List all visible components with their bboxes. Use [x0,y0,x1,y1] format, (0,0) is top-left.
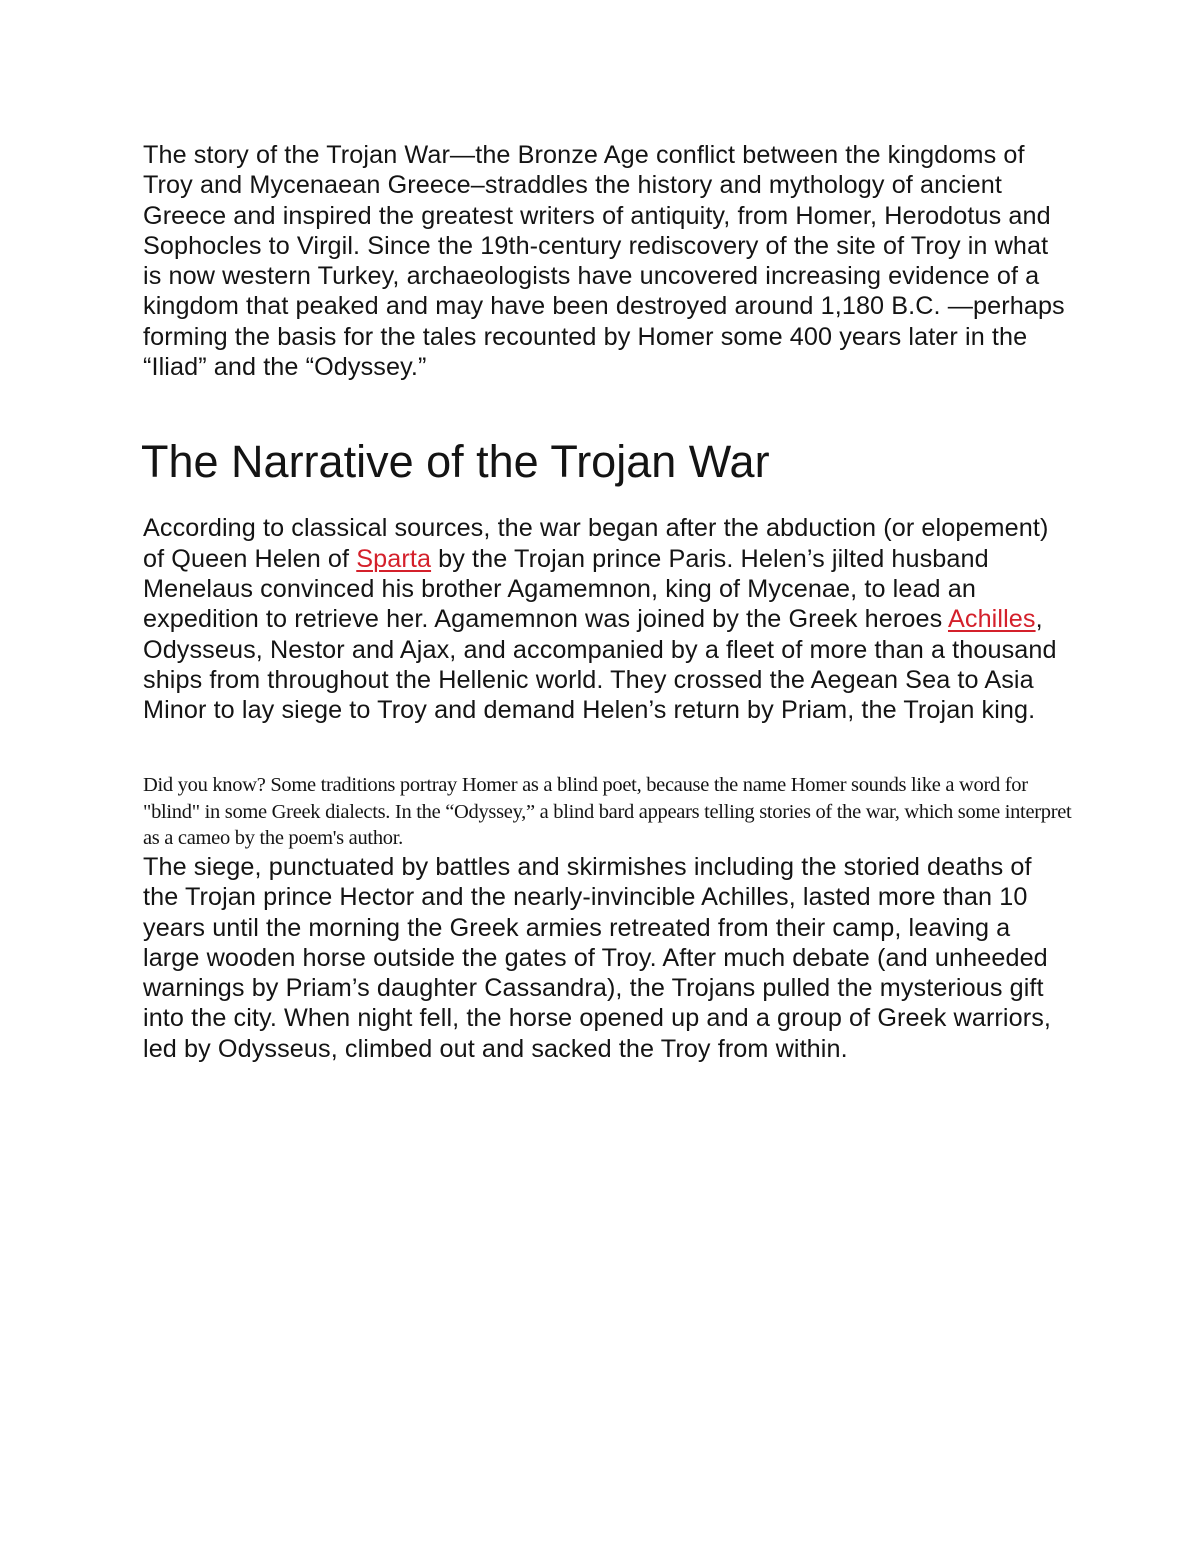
achilles-link[interactable]: Achilles [947,605,1036,634]
narrative-text-3: , Odysseus, Nestor and Ajax, and accompanied by a fleet of more than a thousand ships from throughout the Hellenic world. They crossed the Aegean Sea to Asia Minor to lay siege to Troy and demand Helen’s return by Priam, the Trojan king. [143,605,1057,725]
narrative-text-2: by the Trojan prince Paris. Helen’s jilted husband Menelaus convinced his brother Agamemnon, king of Mycenae, to lead an expedition to retrieve her. Agamemnon was joined by the Greek heroes [143,544,989,634]
sparta-link[interactable]: Sparta [356,544,432,573]
section-heading: The Narrative of the Trojan War [141,436,770,488]
document-content [143,140,1073,1064]
did-you-know-note: Did you know? Some traditions portray Homer as a blind poet, because the name Homer sounds like a word for "blind" in some Greek dialects. In the “Odyssey,” a blind bard appears telling stories of the war, which some interpret as a cameo by the poem's author. [143,774,1072,850]
siege-paragraph: The siege, punctuated by battles and skirmishes including the storied deaths of the Trojan prince Hector and the nearly-invincible Achilles, lasted more than 10 years until the morning the Greek armies retreated from their camp, leaving a large wooden horse outside the gates of Troy. After much debate (and unheeded warnings by Priam’s daughter Cassandra), the Trojans pulled the mysterious gift into the city. When night fell, the horse opened up and a group of Greek warriors, led by Odysseus, climbed out and sacked the Troy from within. [143,852,1051,1063]
narrative-paragraph [143,513,1073,725]
narrative-text-1: According to classical sources, the war began after the abduction (or elopement) of Queen Helen of [143,514,1049,573]
intro-paragraph: The story of the Trojan War—the Bronze Age conflict between the kingdoms of Troy and Mycenaean Greece–straddles the history and mythology of ancient Greece and inspired the greatest writers of antiquity, from Homer, Herodotus and Sophocles to Virgil. Since the 19th-century rediscovery of the site of Troy in what is now western Turkey, archaeologists have uncovered increasing evidence of a kingdom that peaked and may have been destroyed around 1,180 B.C. —perhaps forming the basis for the tales recounted by Homer some 400 years later in the “Iliad” and the “Odyssey.” [143,141,1065,382]
